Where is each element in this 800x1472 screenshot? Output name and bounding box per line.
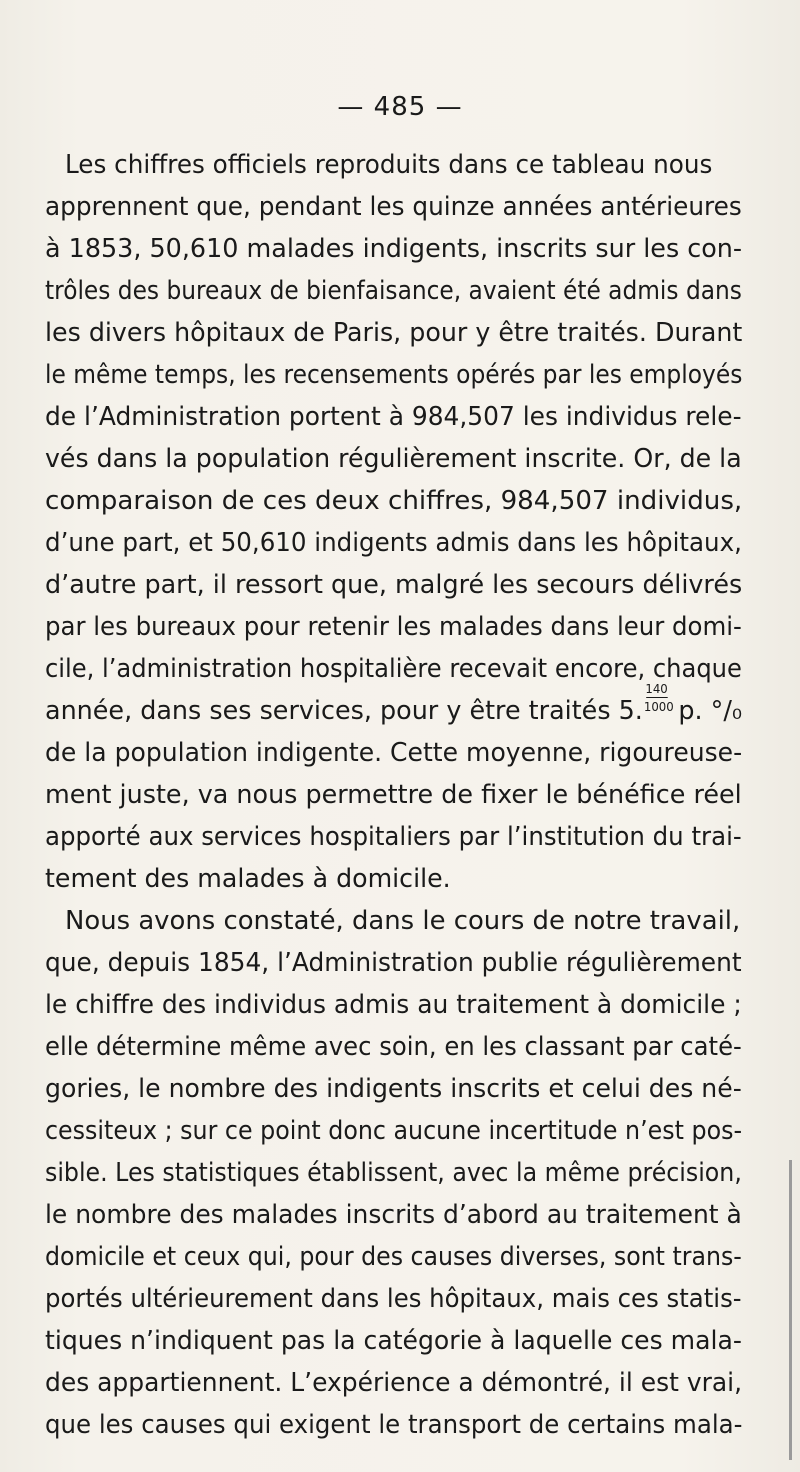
text-line: gories, le nombre des indigents inscrits et celui des né- — [45, 1074, 742, 1104]
text-line: Les chiffres officiels reproduits dans ce tableau nous — [65, 150, 713, 180]
text-line: sible. Les statistiques établissent, avec la même précision, — [45, 1158, 742, 1188]
text-line: cile, l’administration hospitalière recevait encore, chaque — [45, 654, 742, 684]
text-line-with-fraction — [45, 682, 743, 732]
fraction-bar — [646, 697, 668, 698]
text-line: les divers hôpitaux de Paris, pour y être traités. Durant — [45, 318, 743, 348]
text-line: que, depuis 1854, l’Administration publie régulièrement — [45, 948, 742, 978]
text-line: apporté aux services hospitaliers par l’institution du trai- — [45, 822, 742, 852]
text-line: d’une part, et 50,610 indigents admis dans les hôpitaux, — [45, 528, 742, 558]
text-line: ment juste, va nous permettre de fixer le bénéfice réel — [45, 780, 742, 810]
text-line: Nous avons constaté, dans le cours de notre travail, — [65, 906, 741, 936]
text-line: le nombre des malades inscrits d’abord au traitement à — [45, 1200, 742, 1230]
page-number: — 485 — — [337, 92, 463, 122]
text-line: de l’Administration portent à 984,507 les individus rele- — [45, 402, 742, 432]
text-segment: année, dans ses services, pour y être traités 5. — [45, 696, 643, 726]
text-line: le même temps, les recensements opérés par les employés — [45, 360, 743, 390]
text-line: le chiffre des individus admis au traitement à domicile ; — [45, 990, 742, 1020]
text-line: de la population indigente. Cette moyenne, rigoureuse- — [45, 738, 743, 768]
fraction-numerator: 140 — [645, 682, 668, 696]
page-edge-shadow — [789, 1160, 792, 1460]
text-line: par les bureaux pour retenir les malades dans leur domi- — [45, 612, 742, 642]
fraction — [643, 682, 674, 719]
text-line: que les causes qui exigent le transport de certains mala- — [45, 1410, 743, 1440]
text-segment-subscript: ₀ — [731, 696, 743, 726]
text-line: vés dans la population régulièrement inscrite. Or, de la — [45, 444, 742, 474]
text-line: portés ultérieurement dans les hôpitaux, mais ces statis- — [45, 1284, 742, 1314]
text-line: des appartiennent. L’expérience a démontré, il est vrai, — [45, 1368, 743, 1398]
text-segment: p. °/ — [670, 696, 732, 726]
text-line: comparaison de ces deux chiffres, 984,507 individus, — [45, 486, 743, 516]
text-line: elle détermine même avec soin, en les classant par caté- — [45, 1032, 742, 1062]
text-line: trôles des bureaux de bienfaisance, avaient été admis dans — [45, 276, 742, 306]
text-line: apprennent que, pendant les quinze années antérieures — [45, 192, 742, 222]
text-line: domicile et ceux qui, pour des causes diverses, sont trans- — [45, 1242, 742, 1272]
fraction-denominator: 1000 — [643, 700, 674, 714]
text-line: tement des malades à domicile. — [45, 864, 451, 894]
text-line: cessiteux ; sur ce point donc aucune incertitude n’est pos- — [45, 1116, 743, 1146]
text-line: à 1853, 50,610 malades indigents, inscrits sur les con- — [45, 234, 743, 264]
text-line: tiques n’indiquent pas la catégorie à laquelle ces mala- — [45, 1326, 742, 1356]
text-line: d’autre part, il ressort que, malgré les secours délivrés — [45, 570, 743, 600]
